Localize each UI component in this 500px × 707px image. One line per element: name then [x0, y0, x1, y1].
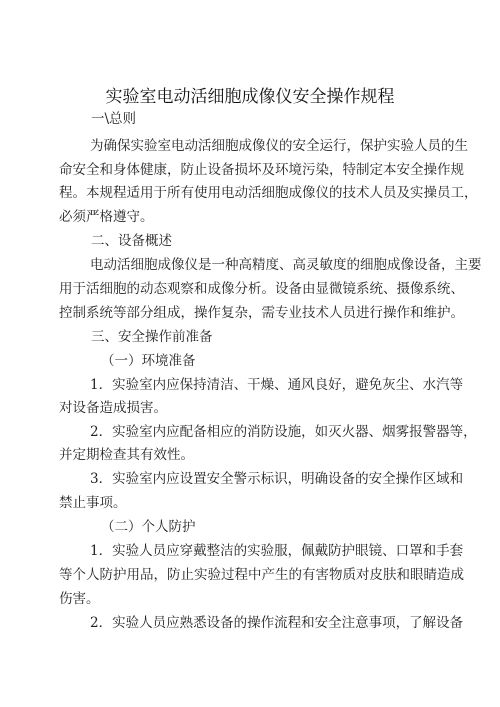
paragraph-line: 并定期检查其有效性。 — [59, 447, 194, 463]
paragraph-line: 1．实验室内应保持清洁、干燥、通风良好，避免灰尘、水汽等 — [90, 377, 464, 393]
paragraph-line: 电动活细胞成像仪是一种高精度、高灵敏度的细胞成像设备，主要 — [90, 257, 482, 273]
paragraph-line: 2．实验室内应配备相应的消防设施，如灭火器、烟雾报警器等， — [90, 424, 477, 440]
subsection-heading-protection: （二）个人防护 — [101, 519, 196, 535]
paragraph-line: 3．实验室内应设置安全警示标识，明确设备的安全操作区域和 — [90, 471, 464, 487]
paragraph-line: 命安全和身体健康，防止设备损坏及环境污染，特制定本安全操作规 — [59, 162, 464, 178]
paragraph-line: 1．实验人员应穿戴整洁的实验服，佩戴防护眼镜、口罩和手套 — [90, 543, 464, 559]
paragraph-line: 禁止事项。 — [59, 495, 127, 511]
paragraph-line: 控制系统等部分组成，操作复杂，需专业技术人员进行操作和维护。 — [59, 305, 464, 321]
paragraph-line: 2．实验人员应熟悉设备的操作流程和安全注意事项，了解设备 — [90, 615, 464, 631]
section-heading-preparation: 三、安全操作前准备 — [91, 329, 213, 345]
paragraph-line: 伤害。 — [59, 591, 100, 607]
paragraph-line: 等个人防护用品，防止实验过程中产生的有害物质对皮肤和眼睛造成 — [59, 567, 464, 583]
subsection-heading-environment: （一）环境准备 — [101, 353, 196, 369]
paragraph-line: 用于活细胞的动态观察和成像分析。设备由显微镜系统、摄像系统、 — [59, 281, 464, 297]
section-heading-general: 一\总则 — [91, 111, 137, 127]
section-heading-overview: 二、设备概述 — [91, 233, 172, 249]
paragraph-line: 对设备造成损害。 — [59, 400, 167, 416]
paragraph-line: 程。本规程适用于所有使用电动活细胞成像仪的技术人员及实操员工， — [59, 185, 478, 201]
paragraph-line: 必须严格遵守。 — [59, 209, 154, 225]
paragraph-line: 为确保实验室电动活细胞成像仪的安全运行，保护实验人员的生 — [90, 138, 468, 154]
page-title: 实验室电动活细胞成像仪安全操作规程 — [105, 87, 395, 107]
